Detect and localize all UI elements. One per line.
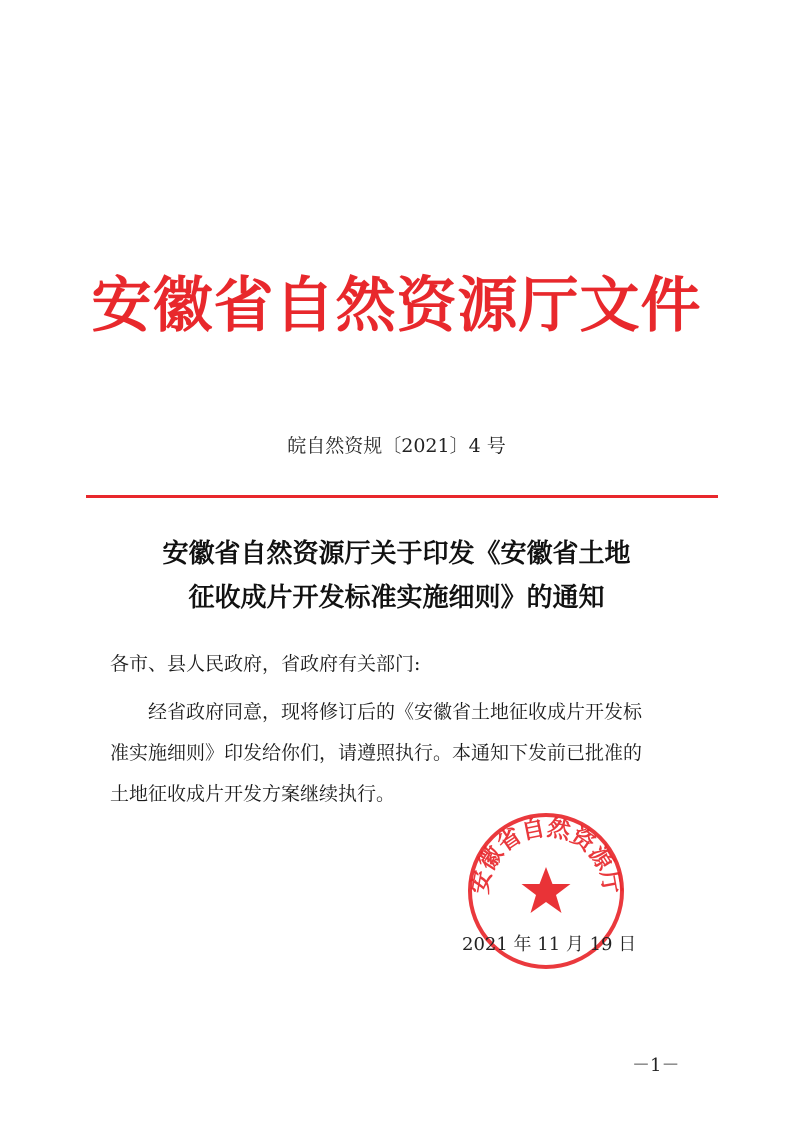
salutation: 各市、县人民政府，省政府有关部门: bbox=[110, 653, 421, 675]
red-star-icon bbox=[522, 867, 571, 913]
masthead-title: 安徽省自然资源厅文件 bbox=[91, 271, 702, 341]
document-number: 皖自然资规〔2021〕4 号 bbox=[287, 435, 506, 457]
body-line-1: 经省政府同意，现将修订后的《安徽省土地征收成片开发标 bbox=[110, 701, 643, 723]
notice-title-line-2: 征收成片开发标准实施细则》的通知 bbox=[188, 583, 605, 613]
issue-date: 2021 年 11 月 19 日 bbox=[462, 934, 637, 955]
body-line-3: 土地征收成片开发方案继续执行。 bbox=[110, 783, 396, 805]
seal-text: 安徽省自然资源厅 bbox=[467, 815, 625, 896]
red-divider-line bbox=[86, 495, 718, 498]
notice-title bbox=[0, 532, 793, 620]
notice-body bbox=[110, 692, 710, 815]
page-number: －1－ bbox=[632, 1055, 680, 1076]
notice-title-line-1: 安徽省自然资源厅关于印发《安徽省土地 bbox=[162, 539, 631, 569]
body-line-2: 准实施细则》印发给你们，请遵照执行。本通知下发前已批准的 bbox=[110, 742, 643, 764]
